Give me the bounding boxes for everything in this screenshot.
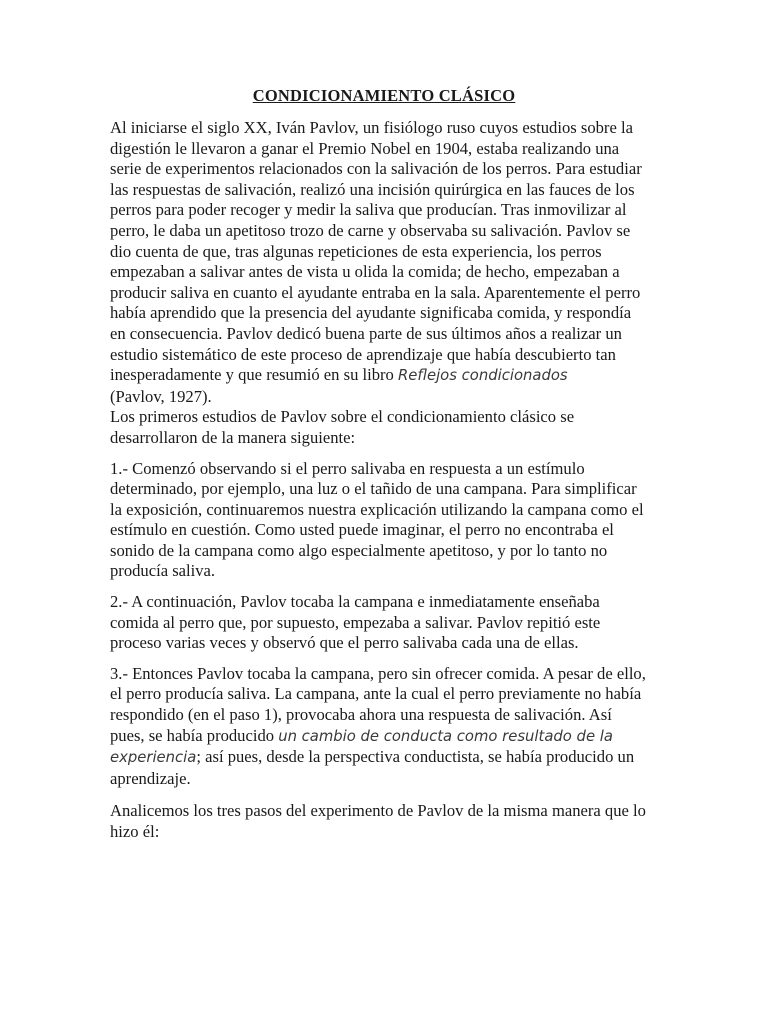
step-3-paragraph (110, 664, 650, 790)
step-2-paragraph: 2.- A continuación, Pavlov tocaba la campana e inmediatamente enseñaba comida al perro que, por supuesto, empezaba a salivar. Pavlov repitió este proceso varias veces y observó que el perro salivaba cada una de ellas. (110, 592, 601, 653)
intro-citation: (Pavlov, 1927). (110, 386, 212, 406)
closing-paragraph: Analicemos los tres pasos del experimento de Pavlov de la misma manera que lo hizo él: (110, 801, 646, 841)
intro-second-paragraph: Los primeros estudios de Pavlov sobre el condicionamiento clásico se desarrollaron de la manera siguiente: (110, 407, 575, 447)
intro-paragraph (110, 118, 650, 407)
step-3-text: 3.- Entonces Pavlov tocaba la campana, pero sin ofrecer comida. A pesar de ello, el perro producía saliva. La campana, ante la cual el perro previamente no había respondido (en el paso 1), provocaba ahora una respuesta de salivación. Así pues, se había producido (110, 663, 646, 745)
intro-text: Al iniciarse el siglo XX, Iván Pavlov, un fisiólogo ruso cuyos estudios sobre la digestión le llevaron a ganar el Premio Nobel en 1904, estaba realizando una serie de experimentos relacionados con la salivación de los perros. Para estudiar las respuestas de salivación, realizó una incisión quirúrgica en las fauces de los perros para poder recoger y medir la saliva que producían. Tras inmovilizar al perro, le daba un apetitoso trozo de carne y observaba su salivación. Pavlov se dio cuenta de que, tras algunas repeticiones de esta experiencia, los perros empezaban a salivar antes de vista u olida la comida; de hecho, empezaban a producir saliva en cuanto el ayudante entraba en la sala. Aparentemente el perro había aprendido que la presencia del ayudante significaba comida, y respondía en consecuencia. Pavlov dedicó buena parte de sus últimos años a realizar un estudio sistemático de este proceso de aprendizaje que había descubierto tan inesperadamente y que resumió en su libro (110, 118, 642, 385)
book-title: Reflejos condicionados (398, 367, 568, 385)
step-3-emphasis: un cambio de conducta como resultado de la experiencia (110, 727, 613, 767)
document-body (110, 118, 650, 843)
step-1-paragraph: 1.- Comenzó observando si el perro salivaba en respuesta a un estímulo determinado, por ejemplo, una luz o el tañido de una campana. Para simplificar la exposición, continuaremos nuestra explicación utilizando la campana como el estímulo en cuestión. Como usted puede imaginar, el perro no encontraba el sonido de la campana como algo especialmente apetitoso, y por lo tanto no producía saliva. (110, 458, 644, 581)
page-title: CONDICIONAMIENTO CLÁSICO (252, 86, 516, 105)
step-3-text-end: ; así pues, desde la perspectiva conductista, se había producido un aprendizaje. (110, 747, 635, 788)
